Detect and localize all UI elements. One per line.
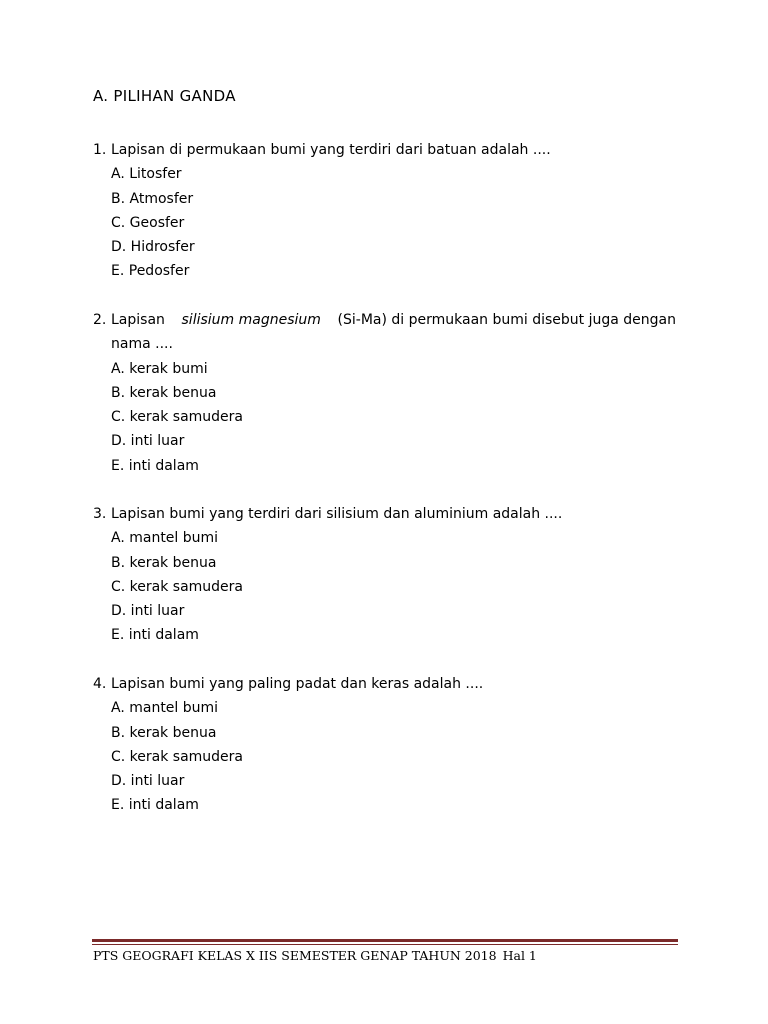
option-c: C. Geosfer [111, 214, 185, 231]
option-c: C. kerak samudera [111, 409, 244, 426]
option-e: E. inti dalam [111, 457, 199, 474]
footer-title: PTS GEOGRAFI KELAS X IIS SEMESTER GENAP TAHUN 2018 [93, 948, 497, 963]
option-a: A. mantel bumi [111, 530, 219, 547]
footer-rule-thin [92, 944, 678, 945]
question-1 [93, 138, 683, 284]
option-e: E. Pedosfer [111, 263, 190, 280]
option-a: A. mantel bumi [111, 700, 219, 717]
question-number: 3. [93, 506, 107, 522]
option-a: A. Litosfer [111, 166, 182, 183]
question-number: 4. [93, 676, 107, 692]
option-c: C. kerak samudera [111, 748, 244, 765]
question-text: Lapisan bumi yang terdiri dari silisium dan aluminium adalah .... [111, 506, 563, 522]
option-d: D. inti luar [111, 433, 185, 450]
option-b: B. kerak benua [111, 724, 217, 741]
option-list [93, 357, 683, 478]
option-e: E. inti dalam [111, 627, 199, 644]
question-text-before: Lapisan [111, 312, 165, 328]
section-title: A. PILIHAN GANDA [93, 87, 236, 105]
question-text: Lapisan bumi yang paling padat dan keras adalah .... [111, 676, 484, 692]
option-list [93, 526, 683, 647]
option-c: C. kerak samudera [111, 578, 244, 595]
question-4 [93, 672, 683, 818]
option-d: D. inti luar [111, 773, 185, 790]
question-text-line [111, 308, 676, 332]
question-2 [93, 308, 683, 478]
page-number: Hal 1 [502, 948, 537, 963]
option-b: B. kerak benua [111, 554, 217, 571]
option-list [93, 696, 683, 817]
question-text-after: (Si-Ma) di permukaan bumi disebut juga dengan [337, 312, 676, 328]
option-e: E. inti dalam [111, 797, 199, 814]
option-a: A. kerak bumi [111, 360, 208, 377]
question-number: 2. [93, 312, 107, 328]
question-number: 1. [93, 142, 107, 158]
option-d: D. Hidrosfer [111, 239, 195, 256]
option-d: D. inti luar [111, 603, 185, 620]
footer-rule-thick [92, 939, 678, 942]
question-text-word [111, 308, 676, 332]
question-3 [93, 502, 683, 648]
question-text: Lapisan di permukaan bumi yang terdiri dari batuan adalah .... [111, 142, 551, 158]
footer [93, 948, 537, 963]
option-b: B. Atmosfer [111, 190, 194, 207]
question-text-italic: silisium magnesium [181, 312, 321, 328]
option-list [93, 162, 683, 283]
option-b: B. kerak benua [111, 384, 217, 401]
question-text-continued: nama .... [111, 336, 173, 353]
